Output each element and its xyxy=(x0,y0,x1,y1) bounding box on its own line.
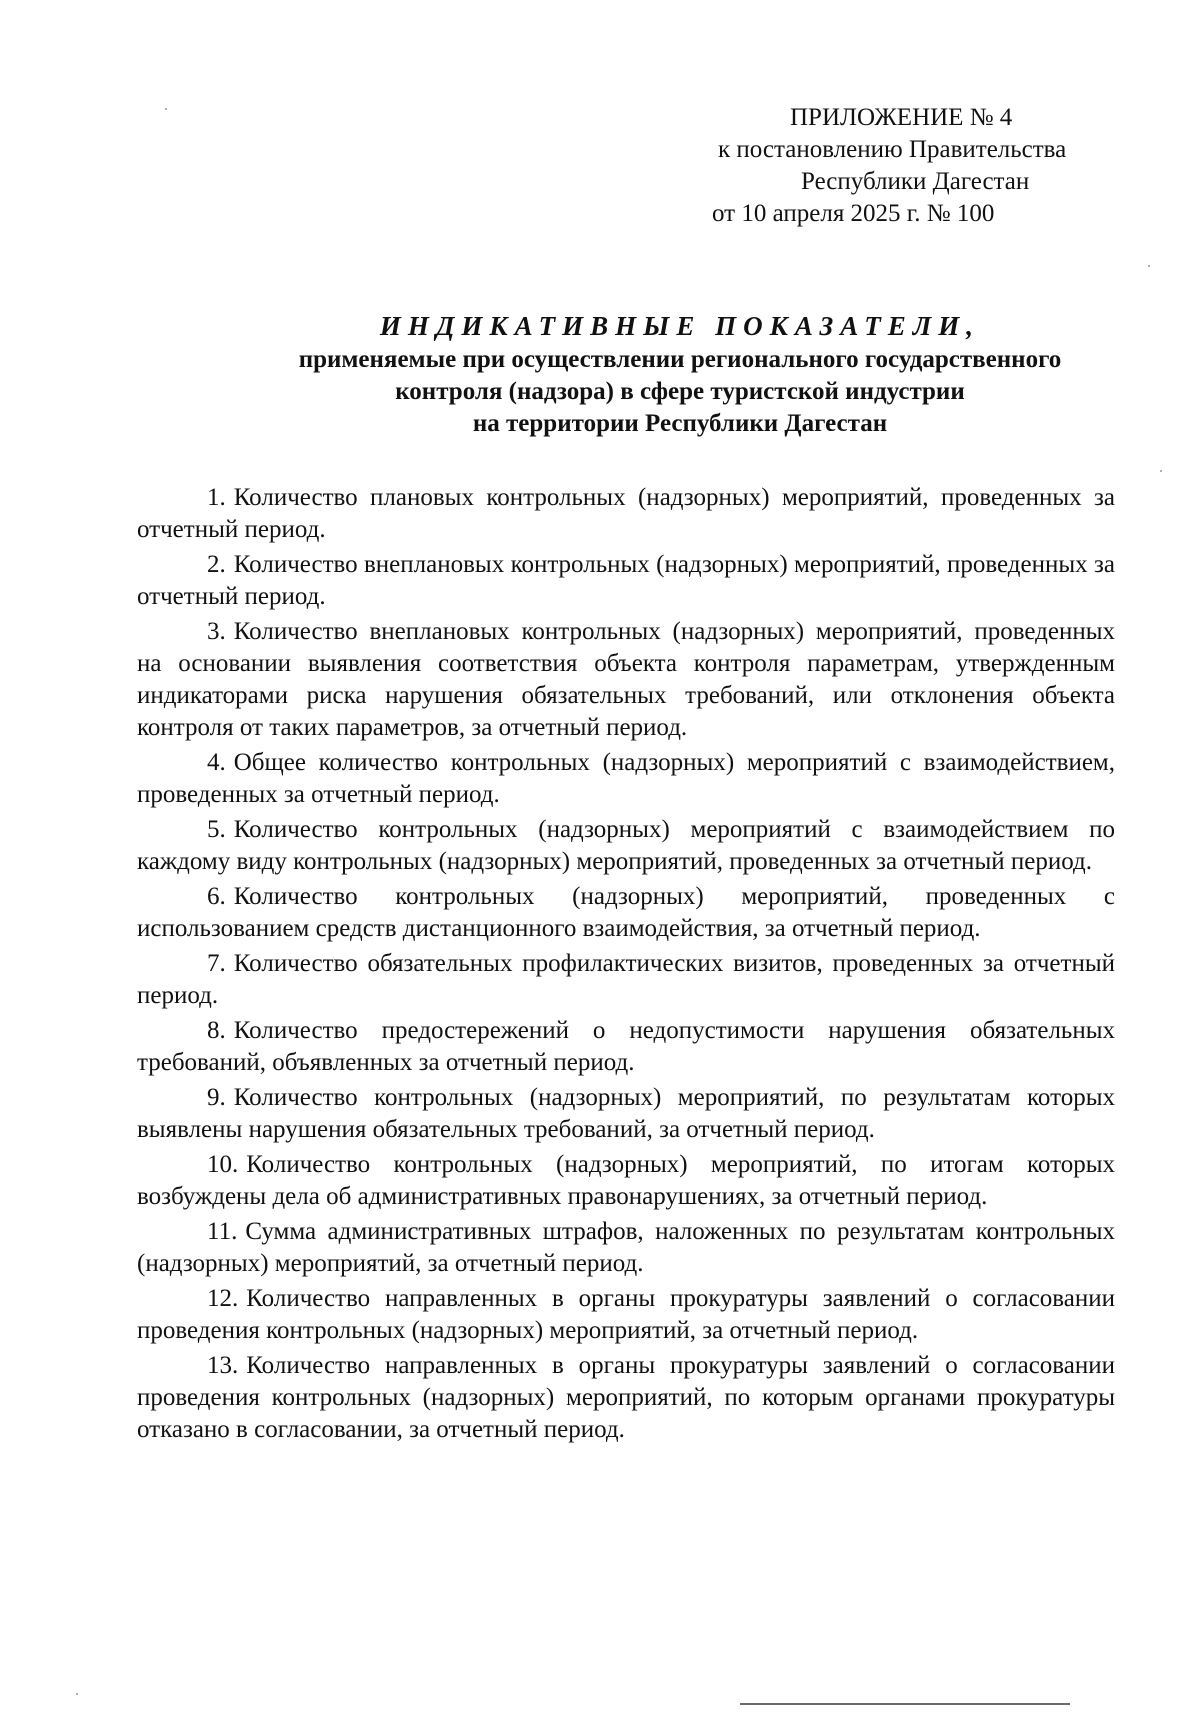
document-title xyxy=(100,310,1200,440)
indicator-item xyxy=(137,1350,1115,1446)
indicator-number: 11. xyxy=(207,1218,238,1245)
appendix-republic: Республики Дагестан xyxy=(801,168,1030,195)
indicator-item xyxy=(137,881,1115,945)
indicator-number: 6. xyxy=(207,883,226,910)
title-main: ИНДИКАТИВНЫЕ ПОКАЗАТЕЛИ, xyxy=(379,311,981,341)
indicator-number: 1. xyxy=(207,484,226,511)
title-line-4: на территории Республики Дагестан xyxy=(472,410,888,437)
appendix-date-number: от 10 апреля 2025 г. № 100 xyxy=(712,200,995,227)
indicator-number: 3. xyxy=(207,618,226,645)
indicator-item xyxy=(137,616,1115,744)
indicator-text: Количество контрольных (надзорных) мероприятий, проведенных с использованием средств дистанционного взаимодействия, за отчетный период. xyxy=(137,883,1115,942)
indicator-text: Сумма административных штрафов, наложенных по результатам контрольных (надзорных) мероприятий, за отчетный период. xyxy=(137,1218,1115,1277)
indicator-text: Количество контрольных (надзорных) мероприятий с взаимодействием по каждому виду контрольных (надзорных) мероприятий, проведенных за отчетный период. xyxy=(137,816,1115,875)
indicator-item xyxy=(137,1149,1115,1213)
indicator-text: Количество контрольных (надзорных) мероприятий, по итогам которых возбуждены дела об административных правонарушениях, за отчетный период. xyxy=(137,1151,1115,1210)
appendix-number: ПРИЛОЖЕНИЕ № 4 xyxy=(790,104,1013,131)
indicator-item xyxy=(137,1015,1115,1079)
indicator-number: 13. xyxy=(207,1352,239,1379)
indicator-item xyxy=(137,482,1115,546)
indicator-list xyxy=(137,482,1115,1449)
scan-artifact-dot xyxy=(76,1693,78,1695)
indicator-item xyxy=(137,1216,1115,1280)
indicator-item xyxy=(137,814,1115,878)
indicator-item xyxy=(137,747,1115,811)
indicator-item xyxy=(137,549,1115,613)
indicator-text: Количество направленных в органы прокуратуры заявлений о согласовании проведения контрольных (надзорных) мероприятий, по которым органами прокуратуры отказано в согласовании, за отчетный период. xyxy=(137,1352,1115,1443)
scan-artifact-line xyxy=(740,1703,1070,1705)
indicator-item xyxy=(137,1082,1115,1146)
indicator-item xyxy=(137,948,1115,1012)
indicator-number: 5. xyxy=(207,816,226,843)
indicator-text: Количество предостережений о недопустимости нарушения обязательных требований, объявленных за отчетный период. xyxy=(137,1017,1115,1076)
indicator-number: 9. xyxy=(207,1084,226,1111)
appendix-header xyxy=(700,102,1140,230)
indicator-number: 10. xyxy=(207,1151,239,1178)
indicator-text: Количество контрольных (надзорных) мероприятий, по результатам которых выявлены нарушения обязательных требований, за отчетный период. xyxy=(137,1084,1115,1143)
indicator-text: Количество внеплановых контрольных (надзорных) мероприятий, проведенных за отчетный период. xyxy=(137,551,1115,610)
indicator-number: 4. xyxy=(207,749,226,776)
indicator-text: Количество обязательных профилактических визитов, проведенных за отчетный период. xyxy=(137,950,1115,1009)
indicator-text: Количество внеплановых контрольных (надзорных) мероприятий, проведенных на основании выявления соответствия объекта контроля параметрам, утвержденным индикаторами риска нарушения обязательных требований, или отклонения объекта контроля от таких параметров, за отчетный период. xyxy=(137,618,1115,741)
indicator-item xyxy=(137,1283,1115,1347)
indicator-text: Количество плановых контрольных (надзорных) мероприятий, проведенных за отчетный период. xyxy=(137,484,1115,543)
indicator-text: Общее количество контрольных (надзорных) мероприятий с взаимодействием, проведенных за отчетный период. xyxy=(137,749,1115,808)
title-line-3: контроля (надзора) в сфере туристской индустрии xyxy=(395,378,965,405)
title-line-2: применяемые при осуществлении регионального государственного xyxy=(298,346,1062,373)
scan-artifact-dot xyxy=(1148,265,1150,267)
indicator-text: Количество направленных в органы прокуратуры заявлений о согласовании проведения контрольных (надзорных) мероприятий, за отчетный период. xyxy=(137,1285,1115,1344)
appendix-resolution-ref: к постановлению Правительства xyxy=(718,136,1067,163)
indicator-number: 8. xyxy=(207,1017,226,1044)
scan-artifact-dot xyxy=(1160,470,1162,472)
indicator-number: 12. xyxy=(207,1285,239,1312)
indicator-number: 7. xyxy=(207,950,226,977)
scan-artifact-dot xyxy=(165,108,167,110)
indicator-number: 2. xyxy=(207,551,226,578)
